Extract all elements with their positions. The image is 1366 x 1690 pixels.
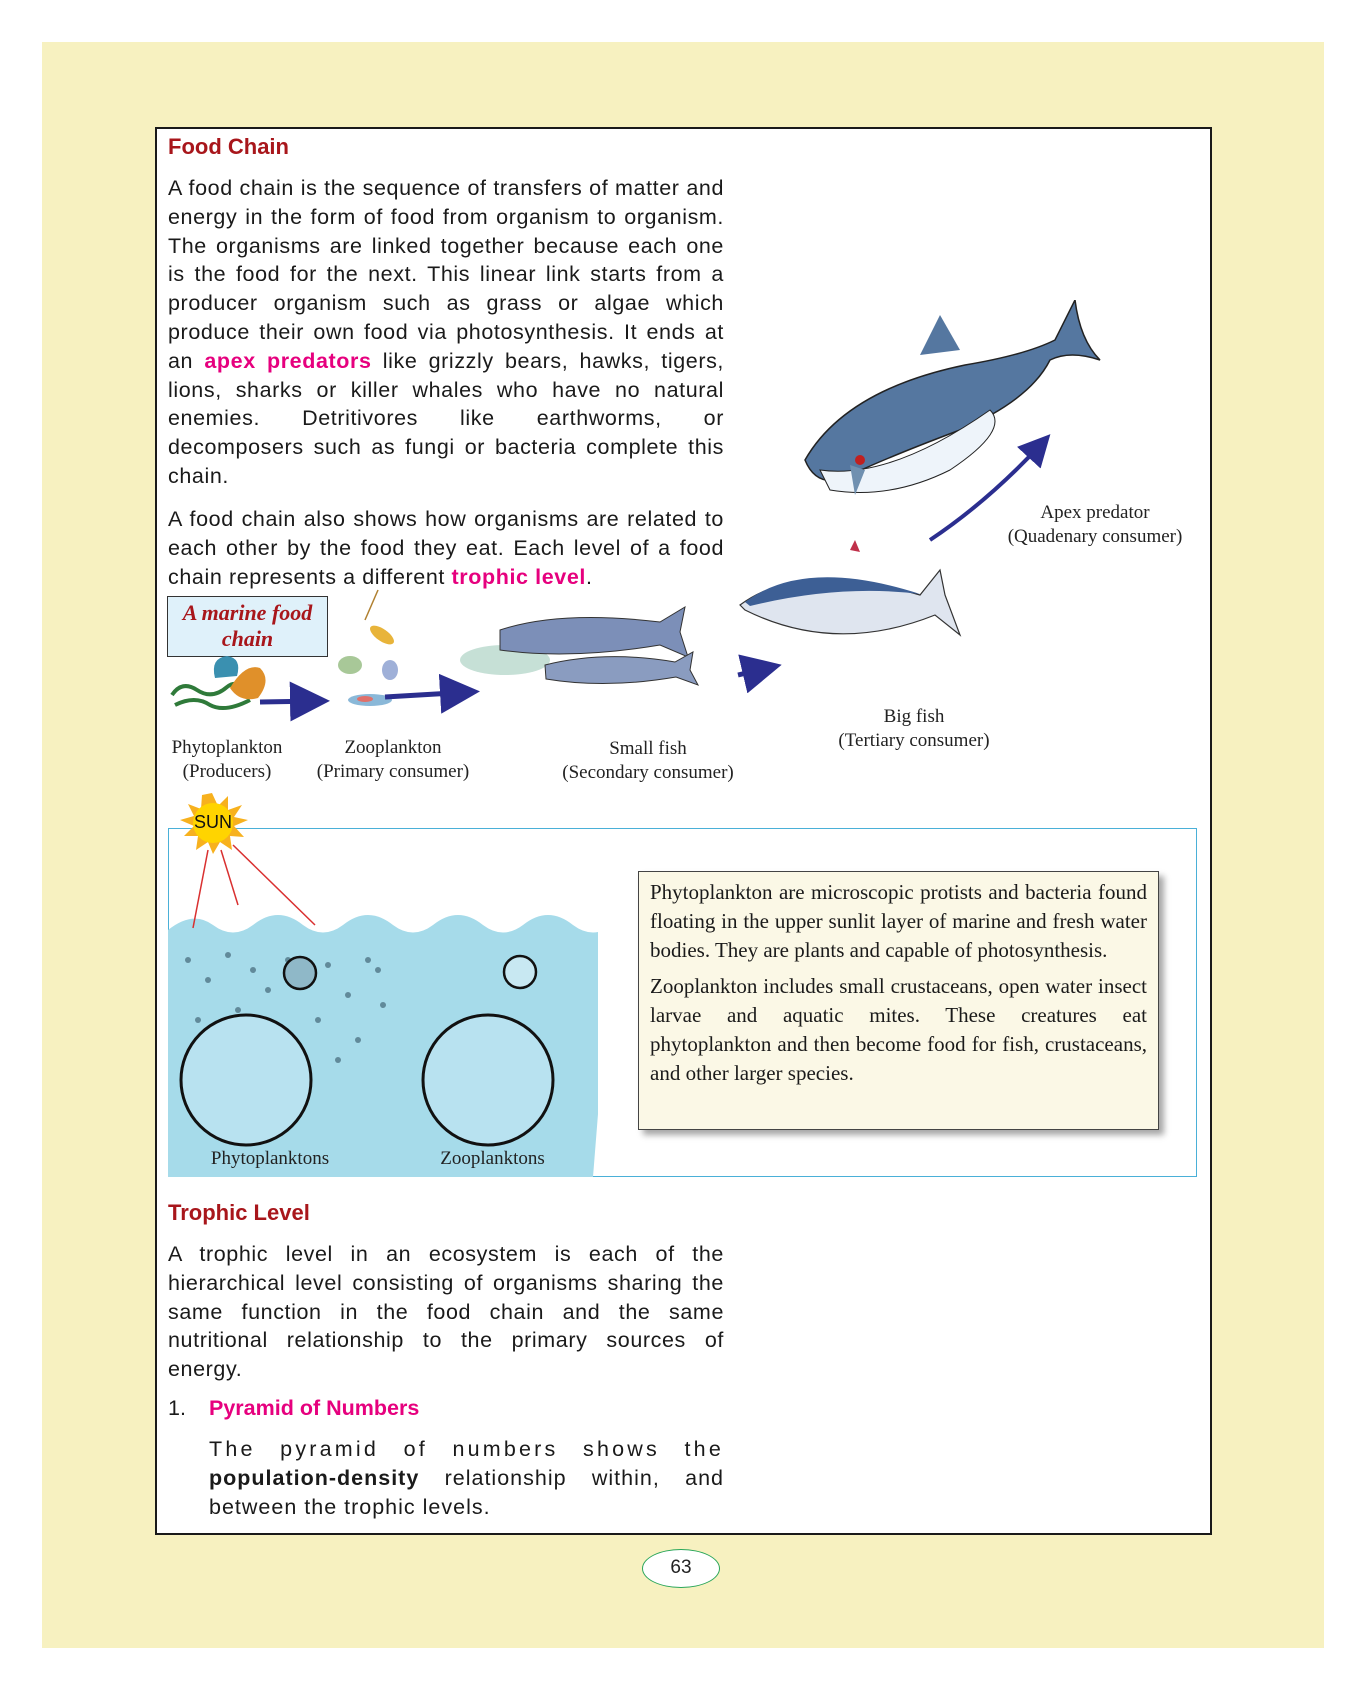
stage-label-big-fish [824,705,1004,753]
trophic-level-heading: Trophic Level [168,1200,310,1225]
pyramid-of-numbers-heading: Pyramid of Numbers [209,1396,420,1420]
zooplanktons-label: Zooplanktons [440,1148,545,1169]
text: The pyramid of numbers shows the [209,1437,724,1461]
bold-term: population-density [209,1465,420,1490]
shark-icon [805,300,1100,495]
food-chain-heading: Food Chain [168,134,289,159]
text: A food chain is the sequence of transfers of matter and energy in the form of food from organism to organism. The organisms are linked together because each one is the food for the next. This linear link starts from a producer organism such as grass or algae which produce their own food via photosynthesis. It ends at an [168,176,724,373]
stage-name: Big fish [883,706,945,727]
text: A food chain also shows how organisms are related to each other by the food they eat. Each level of a food chain represents a different [168,507,724,589]
text: like grizzly bears, hawks, tigers, lions, sharks or killer whales who have no natural enemies. Detritivores like earthworms, or decomposers such as fungi or bacteria complete this chain. [168,348,724,488]
stage-role: (Secondary consumer) [562,762,734,783]
arrow-icon [385,692,470,697]
zooplankton-zoom-circle [504,956,536,988]
text: relationship within, and between the trophic levels. [209,1465,724,1519]
phytoplankton-info: Phytoplankton are microscopic protists and bacteria found floating in the upper sunlit layer of marine and fresh water bodies. They are plants and capable of photosynthesis. [650,880,1147,962]
zooplankton-info: Zooplankton includes small crustaceans, open water insect larvae and aquatic mites. These creatures eat phytoplankton and then become food for fish, crustaceans, and other larger species. [650,974,1147,1085]
apex-predators-term: apex predators [204,348,372,373]
list-number: 1. [168,1396,186,1420]
arrow-icon [738,667,772,675]
zooplankton-magnifier [423,1015,553,1145]
stage-label-apex-predator [995,501,1195,549]
phytoplankton-magnifier [181,1015,311,1145]
plankton-info-box [638,871,1159,1130]
stage-role: (Primary consumer) [316,761,470,782]
pyramid-of-numbers-text [209,1435,724,1521]
phytoplanktons-label: Phytoplanktons [210,1148,330,1169]
stage-name: Phytoplankton [171,737,283,758]
stage-name: Small fish [609,738,687,759]
stage-name: Apex predator [1040,502,1150,523]
small-fish-icon [460,607,698,685]
trophic-level-paragraph: A trophic level in an ecosystem is each of the hierarchical level consisting of organisms sharing the same function in the food chain and the same nutritional relationship to the primary sources of energy. [168,1242,724,1382]
stage-role: (Producers) [182,761,272,782]
marine-food-chain-title: A marine food chain [167,596,328,657]
trophic-level-term: trophic level [451,564,586,589]
big-fish-icon [740,540,960,635]
stage-name: Zooplankton [344,737,442,758]
plankton-illustration [168,790,598,1177]
stage-role: (Tertiary consumer) [838,730,990,751]
phytoplankton-zoom-circle [284,957,316,989]
stage-label-small-fish [548,737,748,785]
stage-role: (Quadenary consumer) [1007,526,1183,547]
text: . [585,564,593,589]
sun-rays [193,845,315,928]
zooplankton-icon [338,590,398,706]
stage-label-zooplankton [303,736,483,784]
page-number: 63 [642,1549,720,1588]
stage-label-phytoplankton [157,736,297,784]
arrow-icon [260,701,320,702]
sun-label: SUN [193,812,232,832]
phytoplankton-icon [172,656,266,708]
